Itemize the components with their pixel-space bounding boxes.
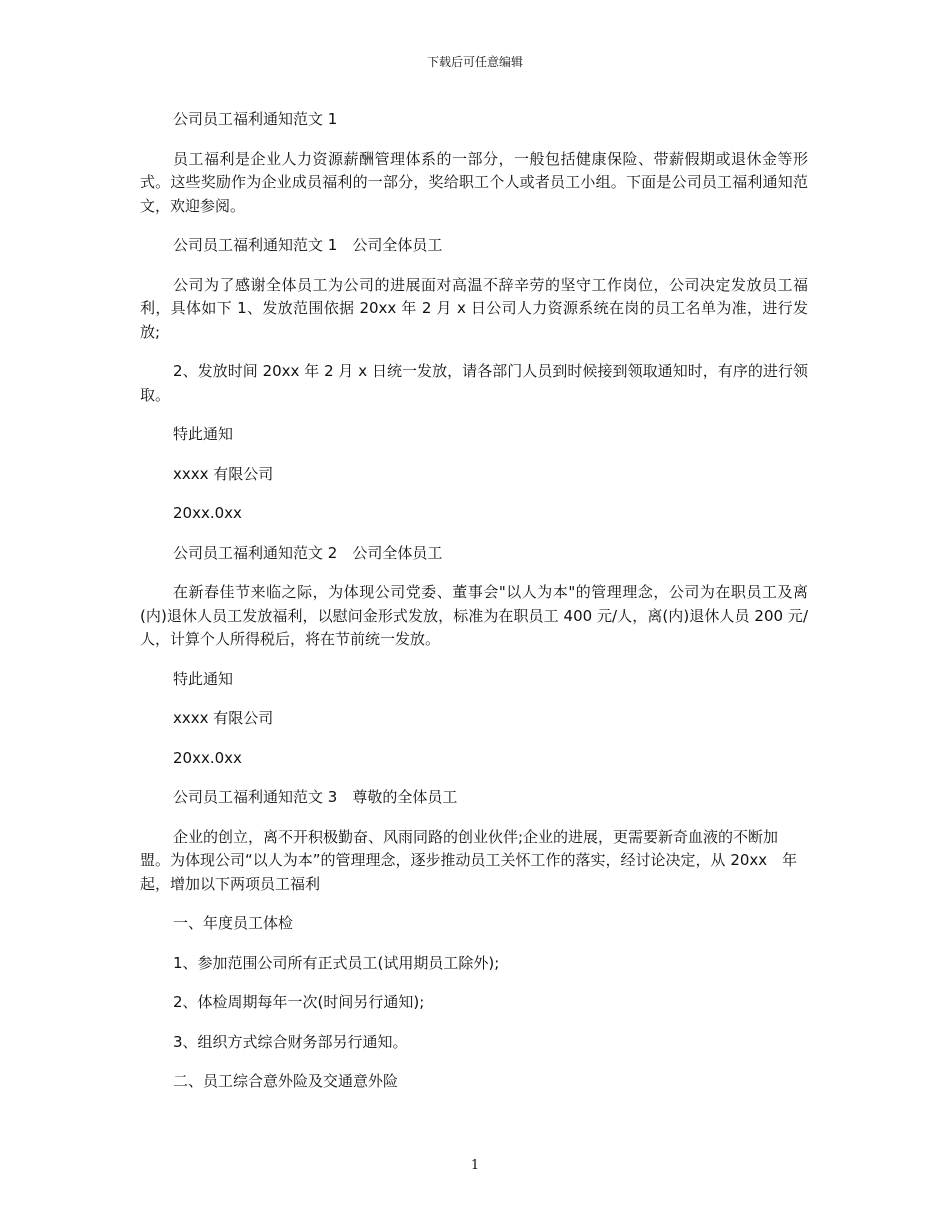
benefit-1-item-1: 1、参加范围公司所有正式员工(试用期员工除外); <box>173 953 500 972</box>
intro-paragraph: 员工福利是企业人力资源薪酬管理体系的一部分，一般包括健康保险、带薪假期或退休金等形式。这些奖励作为企业成员福利的一部分，奖给职工个人或者员工小组。下面是公司员工福利通知范文，欢迎参阅。 <box>140 149 808 215</box>
notice-1-date: 20xx.0xx <box>173 504 242 522</box>
notice-1-closing: 特此通知 <box>173 425 234 443</box>
benefit-2-heading: 二、员工综合意外险及交通意外险 <box>173 1072 399 1090</box>
notice-2-company: xxxx 有限公司 <box>173 709 274 727</box>
notice-2-body: 在新春佳节来临之际，为体现公司党委、董事会"以人为本"的管理理念，公司为在职员工及离(内)退休人员工发放福利，以慰问金形式发放，标准为在职员工 400 元/人，离(内)退休人员 200 元/人，计算个人所得税后，将在节前统一发放。 <box>140 583 808 648</box>
benefit-1-item-3: 3、组织方式综合财务部另行通知。 <box>173 1032 408 1051</box>
page-number: 1 <box>470 1158 480 1173</box>
notice-2-heading: 公司员工福利通知范文 2 公司全体员工 <box>173 543 443 562</box>
benefit-1-heading: 一、年度员工体检 <box>173 914 294 932</box>
notice-3-body: 企业的创立，离不开积极勤奋、风雨同路的创业伙伴;企业的进展，更需要新奇血液的不断加盟。为体现公司“以人为本”的管理理念，逐步推动员工关怀工作的落实，经讨论决定，从 20xx 年起，增加以下两项员工福利 <box>140 827 798 893</box>
document-body <box>140 108 808 1110</box>
section-title-1: 公司员工福利通知范文 1 <box>173 110 338 128</box>
notice-1-heading: 公司员工福利通知范文 1 公司全体员工 <box>173 236 443 254</box>
notice-1-item-2: 2、发放时间 20xx 年 2 月 x 日统一发放，请各部门人员到时候接到领取通知时，有序的进行领取。 <box>140 362 808 404</box>
benefit-1-item-2: 2、体检周期每年一次(时间另行通知); <box>173 993 425 1011</box>
page-header: 下载后可任意编辑 <box>426 55 523 69</box>
notice-3-heading: 公司员工福利通知范文 3 尊敬的全体员工 <box>173 788 458 806</box>
notice-1-body: 公司为了感谢全体员工为公司的进展面对高温不辞辛劳的坚守工作岗位，公司决定发放员工福利，具体如下 1、发放范围依据 20xx 年 2 月 x 日公司人力资源系统在岗的员工名单为准，进行发放; <box>140 275 808 341</box>
notice-2-closing: 特此通知 <box>173 669 234 688</box>
notice-1-company: xxxx 有限公司 <box>173 464 274 483</box>
notice-2-date: 20xx.0xx <box>173 748 242 767</box>
